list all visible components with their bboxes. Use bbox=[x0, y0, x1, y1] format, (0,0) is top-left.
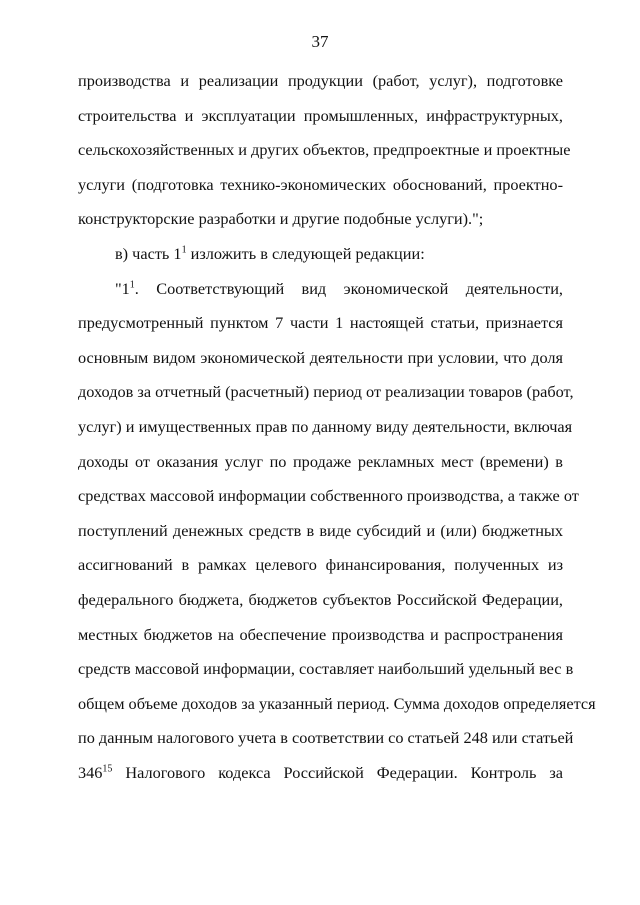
clause-text-start: . Соответствующий вид экономической деятельности, bbox=[134, 278, 563, 298]
superscript: 1 bbox=[181, 244, 187, 256]
text-line: доходы от оказания услуг по продаже рекламных мест (времени) в bbox=[78, 451, 563, 471]
superscript: 1 bbox=[129, 279, 135, 291]
text-line: сельскохозяйственных и других объектов, предпроектные и проектные bbox=[78, 140, 571, 160]
amendment-instruction bbox=[78, 242, 563, 277]
text-line-last bbox=[78, 761, 563, 796]
text-line: предусмотренный пунктом 7 части 1 настоящей статьи, признается bbox=[78, 313, 563, 333]
page-number: 37 bbox=[311, 32, 329, 51]
superscript: 15 bbox=[102, 763, 113, 775]
body-text bbox=[78, 69, 596, 795]
clause-number: "1 bbox=[115, 278, 130, 298]
text-line: услуги (подготовка технико-экономических обоснований, проектно- bbox=[78, 174, 563, 194]
article-number: 346 bbox=[78, 762, 103, 782]
text-line: основным видом экономической деятельности при условии, что доля bbox=[78, 347, 563, 367]
text-line: средств массовой информации, составляет наибольший удельный вес в bbox=[78, 659, 574, 679]
text-line: ассигнований в рамках целевого финансирования, полученных из bbox=[78, 555, 563, 575]
instruction-text-start: в) часть 1 bbox=[115, 243, 182, 263]
text-line: производства и реализации продукции (работ, услуг), подготовке bbox=[78, 71, 563, 90]
text-line: местных бюджетов на обеспечение производства и распространения bbox=[78, 624, 563, 644]
text-line: общем объеме доходов за указанный период. Сумма доходов определяется bbox=[78, 693, 596, 713]
text-line: услуг) и имущественных прав по данному виду деятельности, включая bbox=[78, 416, 573, 436]
text-line: федерального бюджета, бюджетов субъектов Российской Федерации, bbox=[78, 589, 563, 609]
clause-first-line bbox=[78, 277, 563, 312]
text-line: доходов за отчетный (расчетный) период от реализации товаров (работ, bbox=[78, 382, 574, 402]
text-line: строительства и эксплуатации промышленных, инфраструктурных, bbox=[78, 105, 563, 125]
text-line: по данным налогового учета в соответствии со статьей 248 или статьей bbox=[78, 728, 574, 748]
text-line: конструкторские разработки и другие подобные услуги)."; bbox=[78, 209, 484, 229]
instruction-text-end: изложить в следующей редакции: bbox=[186, 243, 425, 263]
text-line-end: Налогового кодекса Российской Федерации. Контроль за bbox=[112, 762, 563, 782]
text-line: средствах массовой информации собственного производства, а также от bbox=[78, 486, 579, 506]
text-line: поступлений денежных средств в виде субсидий и (или) бюджетных bbox=[78, 520, 563, 540]
